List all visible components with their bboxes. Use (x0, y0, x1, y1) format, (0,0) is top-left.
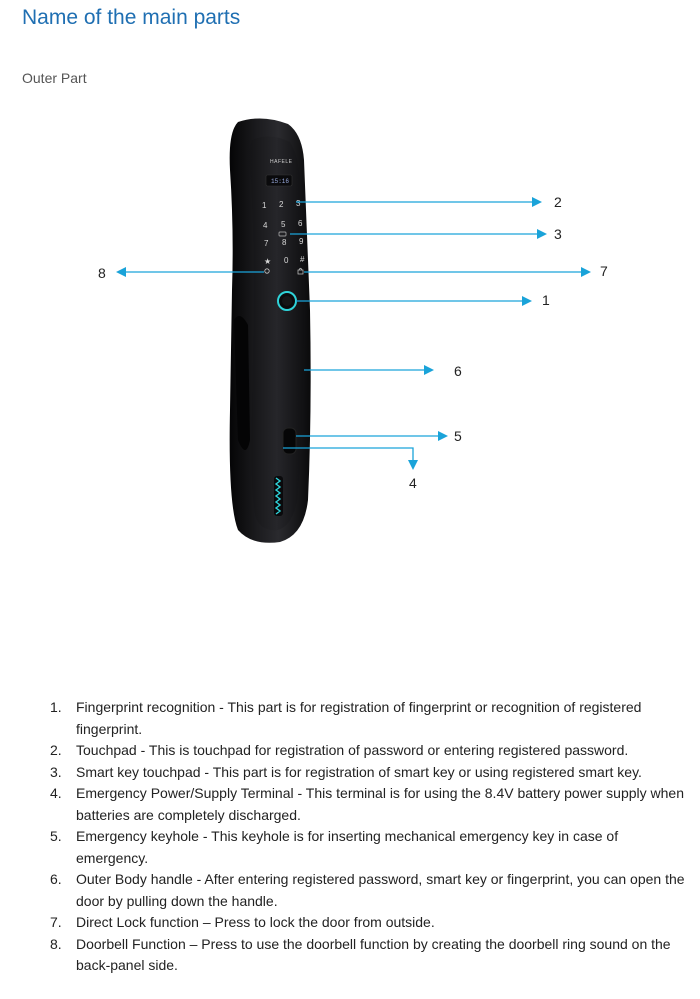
list-item (50, 783, 690, 826)
key-8[interactable]: 8 (282, 238, 287, 247)
key-4[interactable]: 4 (263, 221, 268, 230)
key-0[interactable]: 0 (284, 256, 289, 265)
list-item-number: 2. (50, 742, 62, 758)
list-item-number: 7. (50, 914, 62, 930)
list-item-text: Outer Body handle - After entering registered password, smart key or fingerprint, you can open the door by pulling down the handle. (76, 871, 685, 909)
callout-label-6: 6 (454, 363, 462, 379)
key-star[interactable]: ★ (264, 257, 272, 266)
list-item-number: 8. (50, 935, 62, 952)
lock-diagram (0, 110, 700, 560)
list-item (50, 697, 690, 740)
parts-list (50, 697, 690, 977)
list-item-text: Emergency Power/Supply Terminal - This terminal is for using the 8.4V battery power supply when batteries are completely discharged. (76, 785, 684, 823)
list-item-number: 4. (50, 785, 62, 801)
callout-label-3: 3 (554, 226, 562, 242)
callout-label-8: 8 (98, 265, 106, 281)
list-item-text: Doorbell Function – Press to use the doorbell function by creating the doorbell ring sound on the back-panel side. (76, 935, 671, 973)
key-9[interactable]: 9 (299, 237, 304, 246)
key-2[interactable]: 2 (279, 200, 284, 209)
page-title: Name of the main parts (22, 6, 241, 29)
key-hash[interactable]: # (300, 255, 305, 264)
callout-label-4: 4 (409, 475, 417, 491)
list-item (50, 869, 690, 912)
key-3[interactable]: 3 (296, 199, 301, 208)
callout-label-7: 7 (600, 263, 608, 279)
lock-diagram-svg (0, 110, 700, 560)
key-6[interactable]: 6 (298, 219, 303, 228)
list-item (50, 826, 690, 869)
key-1[interactable]: 1 (262, 201, 267, 210)
section-subtitle: Outer Part (22, 70, 87, 86)
key-7[interactable]: 7 (264, 239, 269, 248)
callout-label-1: 1 (542, 292, 550, 308)
list-item-number: 3. (50, 763, 62, 780)
emergency-keyhole[interactable] (283, 428, 296, 454)
fingerprint-sensor[interactable] (278, 292, 296, 310)
brand-logo: HAFELE (270, 159, 293, 165)
list-item (50, 762, 690, 784)
list-item-text: Fingerprint recognition - This part is for registration of fingerprint or recognition of registered fingerprint. (76, 699, 642, 737)
list-item-text: Direct Lock function – Press to lock the door from outside. (76, 914, 435, 930)
callout-label-5: 5 (454, 428, 462, 444)
callout-label-2: 2 (554, 194, 562, 210)
list-item-text: Touchpad - This is touchpad for registration of password or entering registered password. (76, 742, 629, 758)
list-item-text: Emergency keyhole - This keyhole is for inserting mechanical emergency key in case of emergency. (76, 828, 619, 866)
list-item-number: 6. (50, 871, 62, 887)
list-item-number: 1. (50, 699, 62, 715)
display-screen-text: 15:16 (271, 178, 290, 185)
list-item (50, 740, 690, 762)
list-item (50, 934, 690, 977)
emergency-power-terminal[interactable] (274, 476, 283, 516)
key-5[interactable]: 5 (281, 220, 286, 229)
list-item (50, 912, 690, 934)
list-item-text: Smart key touchpad - This part is for registration of smart key or using registered smart key. (76, 763, 642, 780)
list-item-number: 5. (50, 828, 62, 844)
